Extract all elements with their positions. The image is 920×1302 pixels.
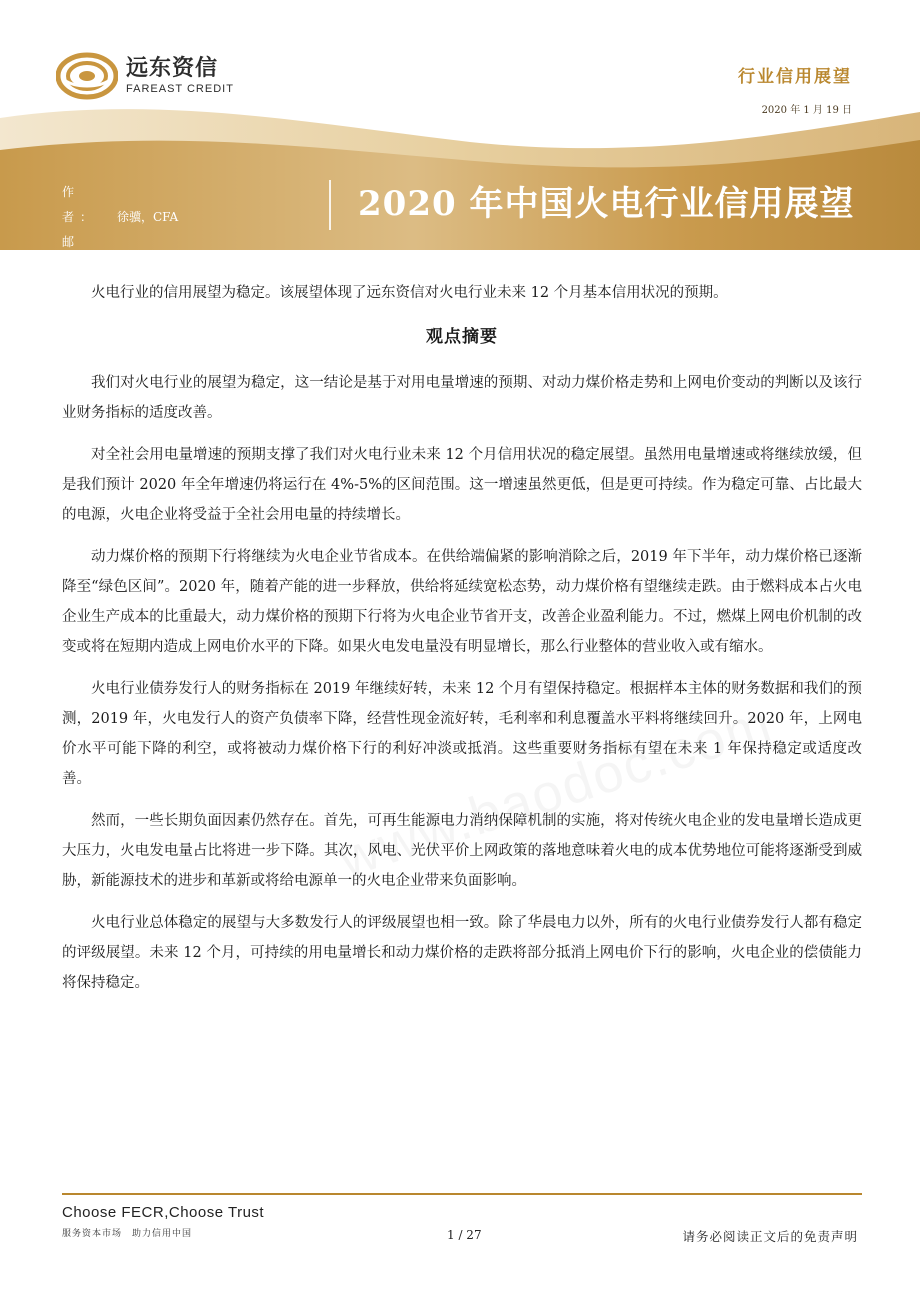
footer-slogan-cn: 服务资本市场 助力信用中国 xyxy=(62,1229,193,1239)
paragraph-2: 对全社会用电量增速的预期支撑了我们对火电行业未来 12 个月信用状况的稳定展望。虽然用电量增速或将继续放缓，但是我们预计 2020 年全年增速仍将运行在 4%-5%的区间范围。这一增速虽然更低，但是更可持续。作为稳定可靠、占比最大的电源，火电企业将受益于全社会用电量的持续增长。 xyxy=(62,447,862,523)
email-value[interactable]: research@fecr.com.cn xyxy=(117,260,253,274)
footer-slogan-en: Choose FECR,Choose Trust xyxy=(62,1204,265,1221)
header-divider xyxy=(329,180,331,230)
footer-divider xyxy=(62,1193,862,1195)
lead-paragraph: 火电行业的信用展望为稳定。该展望体现了远东资信对火电行业未来 12 个月基本信用状况的预期。 xyxy=(91,285,728,301)
report-type: 行业信用展望 xyxy=(738,67,852,87)
email-row xyxy=(62,230,253,280)
author-value: 徐骥，CFA xyxy=(117,210,179,224)
report-date: 2020 年 1 月 19 日 xyxy=(761,105,852,116)
fecr-logo xyxy=(56,50,234,102)
section-title: 观点摘要 xyxy=(426,327,498,347)
paragraph-1: 我们对火电行业的展望为稳定，这一结论是基于对用电量增速的预期、对动力煤价格走势和上网电价变动的判断以及该行业财务指标的适度改善。 xyxy=(62,375,862,421)
paragraph-6: 火电行业总体稳定的展望与大多数发行人的评级展望也相一致。除了华晨电力以外，所有的火电行业债券发行人都有稳定的评级展望。未来 12 个月，可持续的用电量增长和动力煤价格的走跌将部分抵消上网电价下行的影响，火电企业的偿债能力将保持稳定。 xyxy=(62,915,862,991)
disclaimer-note: 请务必阅读正文后的免责声明 xyxy=(682,1229,858,1244)
author-label: 作 者： xyxy=(62,185,99,224)
fecr-logo-icon xyxy=(56,52,118,100)
email-label: 邮 箱： xyxy=(62,235,99,274)
logo-name-cn: 远东资信 xyxy=(126,56,219,81)
author-info xyxy=(62,180,253,280)
report-body xyxy=(62,278,862,1010)
author-row xyxy=(62,180,253,230)
paragraph-3: 动力煤价格的预期下行将继续为火电企业节省成本。在供给端偏紧的影响消除之后，2019 年下半年，动力煤价格已逐渐降至“绿色区间”。2020 年，随着产能的进一步释放，供给将延续宽松态势，动力煤价格有望继续走跌。由于燃料成本占火电企业生产成本的比重最大，动力煤价格的预期下行将为火电企业节省开支，改善企业盈利能力。不过，燃煤上网电价机制的改变或将在短期内造成上网电价水平的下降。如果火电发电量没有明显增长，那么行业整体的营业收入或有缩水。 xyxy=(62,549,862,655)
paragraph-4: 火电行业债券发行人的财务指标在 2019 年继续好转，未来 12 个月有望保持稳定。根据样本主体的财务数据和我们的预测，2019 年，火电发行人的资产负债率下降，经营性现金流好转，毛利率和利息覆盖水平料将继续回升。2020 年，上网电价水平可能下降的利空，或将被动力煤价格下行的利好冲淡或抵消。这些重要财务指标有望在未来 1 年保持稳定或适度改善。 xyxy=(62,681,862,787)
logo-name-en: FAREAST CREDIT xyxy=(126,83,234,95)
report-header xyxy=(0,0,920,274)
report-title: 2020 年中国火电行业信用展望 xyxy=(358,184,855,224)
paragraph-5: 然而，一些长期负面因素仍然存在。首先，可再生能源电力消纳保障机制的实施，将对传统火电企业的发电量增长造成更大压力，火电发电量占比将进一步下降。其次，风电、光伏平价上网政策的落地意味着火电的成本优势地位可能将逐渐受到威胁，新能源技术的进步和革新或将给电源单一的火电企业带来负面影响。 xyxy=(62,813,862,889)
page-number: 1 / 27 xyxy=(447,1228,482,1242)
